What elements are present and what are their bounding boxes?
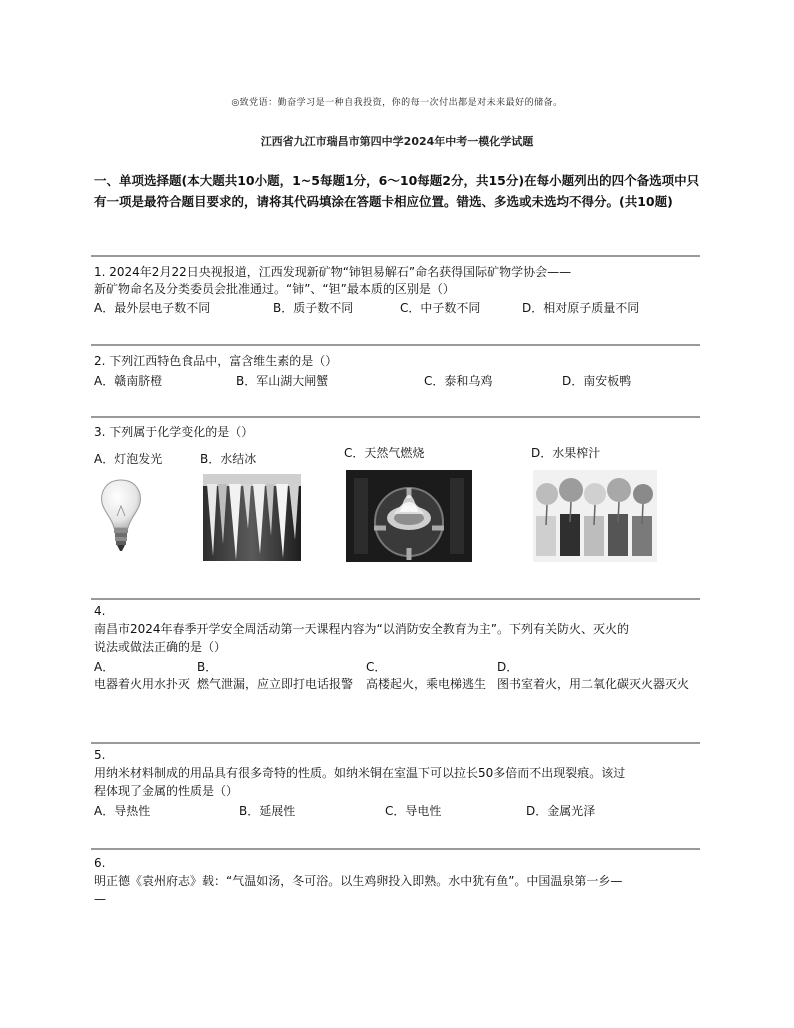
q4-label-b: B． (197, 660, 218, 674)
q1-option-b: B．质子数不同 (273, 301, 354, 315)
q6-line2: — (94, 892, 106, 906)
q2-stem: 2. 下列江西特色食品中，富含维生素的是（） (94, 354, 338, 368)
q3-option-a: A．灯泡发光 (94, 452, 163, 466)
q4-label-a: A． (94, 660, 115, 674)
q1-option-d: D．相对原子质量不同 (522, 301, 640, 315)
q4-option-a: 电器着火用水扑灭 (94, 677, 191, 691)
q5-option-d: D．金属光泽 (526, 804, 596, 818)
q4-option-c: 高楼起火，乘电梯逃生 (366, 677, 487, 691)
q2-option-a: A．赣南脐橙 (94, 374, 163, 388)
q5-option-c: C．导电性 (385, 804, 442, 818)
q5-option-a: A．导热性 (94, 804, 151, 818)
gas-stove-image (346, 470, 472, 562)
divider (91, 598, 700, 600)
q2-option-b: B．军山湖大闸蟹 (236, 374, 329, 388)
q4-number: 4. (94, 604, 106, 618)
light-bulb-image (96, 476, 146, 556)
q4-option-b: 燃气泄漏，应立即打电话报警 (197, 677, 354, 691)
q1-line2: 新矿物命名及分类委员会批准通过。“铈”、“钽”最本质的区别是（） (94, 282, 455, 296)
exam-title: 江西省九江市瑞昌市第四中学2024年中考一模化学试题 (260, 135, 534, 148)
q6-line1: 明正德《袁州府志》载：“气温如汤，冬可浴。以生鸡卵投入即熟。水中犹有鱼”。中国温泉第一乡— (94, 874, 623, 888)
q4-label-d: D． (497, 660, 519, 674)
q1-line1: 1. 2024年2月22日央视报道，江西发现新矿物“铈钽易解石”命名获得国际矿物学协会—— (94, 265, 572, 279)
q4-option-d: 图书室着火，用二氧化碳灭火器灭火 (497, 677, 690, 691)
q2-option-d: D．南安板鸭 (562, 374, 632, 388)
q3-option-d: D．水果榨汁 (531, 446, 601, 460)
q2-option-c: C．泰和乌鸡 (424, 374, 493, 388)
q1-option-a: A．最外层电子数不同 (94, 301, 211, 315)
q5-line2: 程体现了金属的性质是（） (94, 784, 239, 798)
motto-line: ◎致党语：勤奋学习是一种自我投资，你的每一次付出都是对未来最好的储备。 (231, 98, 563, 108)
section-instructions: 一、单项选择题(本大题共10小题，1~5每题1分，6～10每题2分，共15分)在每小题列出的四个备选项中只有一项是最符合题目要求的，请将其代码填涂在答题卡相应位置。错选、多选或未选均不得分。(共10题) (94, 173, 700, 209)
divider (91, 255, 700, 257)
divider (91, 416, 700, 418)
icicles-image (203, 474, 301, 561)
divider (91, 742, 700, 744)
fruit-juice-image (533, 470, 657, 562)
q3-option-c: C．天然气燃烧 (344, 446, 425, 460)
divider (91, 848, 700, 850)
q4-label-c: C． (366, 660, 387, 674)
q5-option-b: B．延展性 (239, 804, 296, 818)
q1-option-c: C．中子数不同 (400, 301, 481, 315)
q5-number: 5. (94, 748, 106, 762)
q4-line1: 南昌市2024年春季开学安全周活动第一天课程内容为“以消防安全教育为主”。下列有关防火、灭火的 (94, 622, 629, 636)
q5-line1: 用纳米材料制成的用品具有很多奇特的性质。如纳米铜在室温下可以拉长50多倍而不出现裂痕。该过 (94, 766, 626, 780)
q3-option-b: B．水结冰 (200, 452, 257, 466)
q3-stem: 3. 下列属于化学变化的是（） (94, 425, 254, 439)
divider (91, 344, 700, 346)
q4-line2: 说法或做法正确的是（） (94, 640, 227, 654)
q6-number: 6. (94, 856, 106, 870)
